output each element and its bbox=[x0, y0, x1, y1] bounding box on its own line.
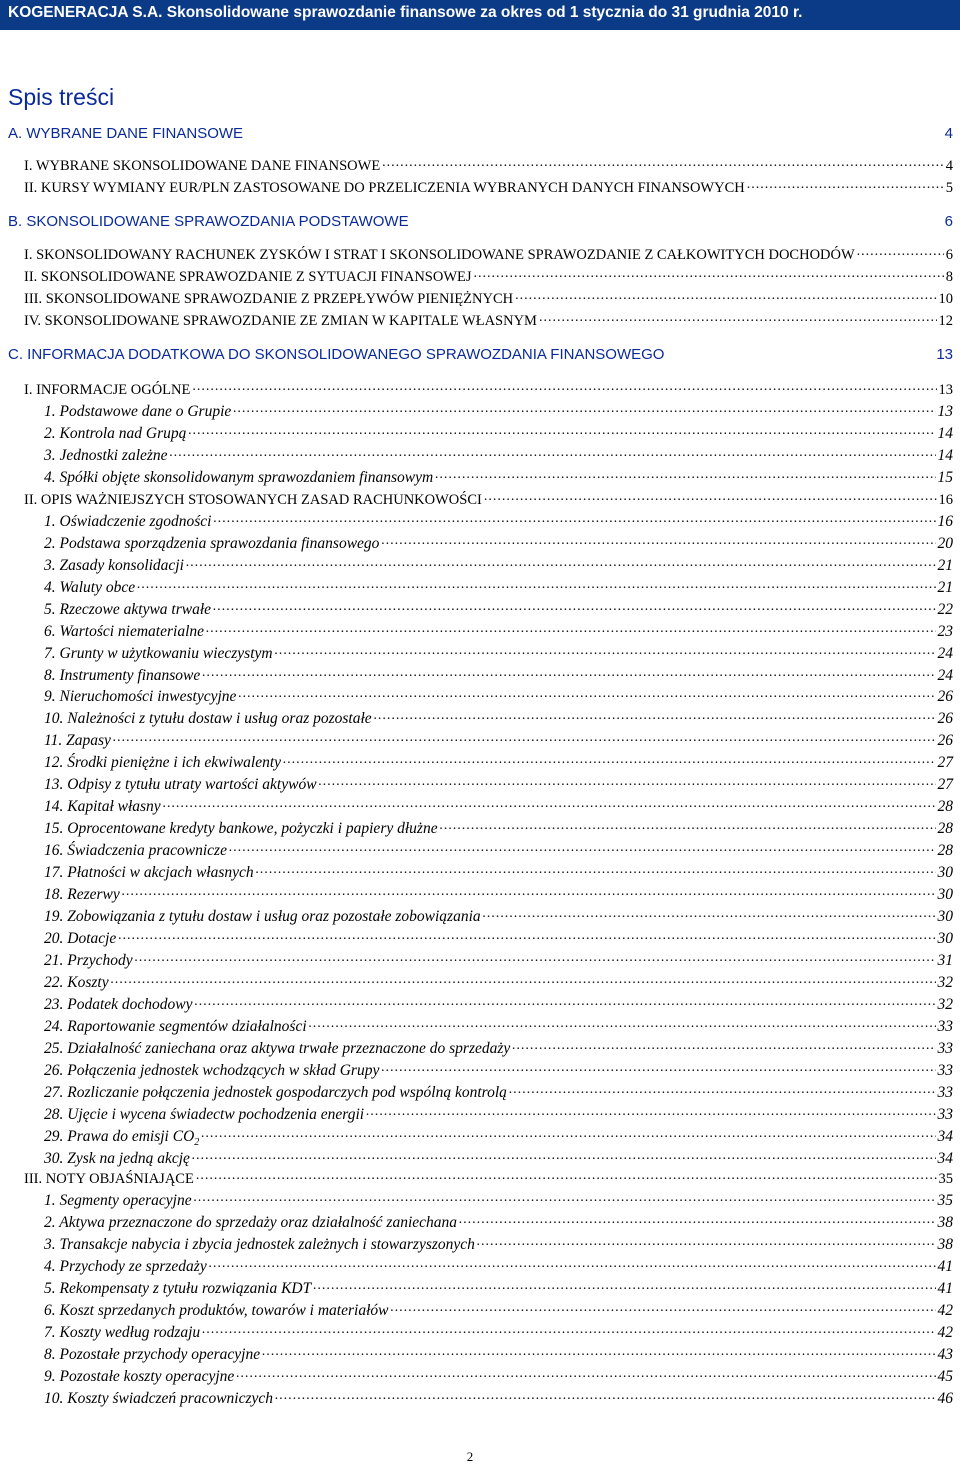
toc-entry-label: 5. Rekompensaty z tytułu rozwiązania KDT bbox=[44, 1280, 312, 1297]
toc-entry[interactable] bbox=[44, 1300, 953, 1322]
toc-entry-leader-dots bbox=[236, 1371, 935, 1377]
toc-entry-label: A. WYBRANE DANE FINANSOWE bbox=[8, 125, 244, 142]
toc-entry-label: 7. Koszty według rodzaju bbox=[44, 1324, 201, 1341]
toc-entry-leader-dots bbox=[192, 1153, 936, 1159]
toc-entry-label: 26. Połączenia jednostek wchodzących w skład Grupy bbox=[44, 1062, 380, 1079]
toc-entry-label: 6. Wartości niematerialne bbox=[44, 623, 205, 640]
toc-entry-page: 16 bbox=[937, 513, 953, 530]
toc-entry[interactable] bbox=[44, 928, 953, 950]
toc-entry-label: 17. Płatności w akcjach własnych bbox=[44, 864, 254, 881]
toc-entry-page: 24 bbox=[937, 667, 953, 684]
toc-entry-leader-dots bbox=[113, 735, 936, 741]
toc-entry[interactable] bbox=[44, 994, 953, 1016]
toc-entry[interactable] bbox=[44, 1278, 953, 1300]
toc-entry-leader-dots bbox=[477, 1239, 936, 1245]
toc-entry-page: 16 bbox=[938, 492, 953, 508]
toc-entry-leader-dots bbox=[484, 494, 937, 500]
toc-entry-label: 1. Podstawowe dane o Grupie bbox=[44, 403, 232, 420]
toc-entry[interactable] bbox=[44, 621, 953, 643]
toc-entry-page: 30 bbox=[937, 930, 953, 947]
toc-entry-page: 12 bbox=[938, 313, 953, 329]
toc-entry-label: 16. Świadczenia pracownicze bbox=[44, 842, 227, 859]
toc-entry-label: I. INFORMACJE OGÓLNE bbox=[24, 382, 191, 398]
toc-entry-leader-dots bbox=[747, 182, 944, 188]
toc-entry-label: B. SKONSOLIDOWANE SPRAWOZDANIA PODSTAWOWE bbox=[8, 213, 409, 230]
document-header-title: KOGENERACJA S.A. Skonsolidowane sprawozdanie finansowe za okres od 1 stycznia do 31 grudnia 2010 r. bbox=[8, 4, 803, 21]
toc-entry-label: III. NOTY OBJAŚNIAJĄCE bbox=[24, 1171, 194, 1187]
toc-entry[interactable] bbox=[44, 1322, 953, 1344]
toc-entry-leader-dots bbox=[201, 1131, 935, 1137]
toc-entry-leader-dots bbox=[319, 779, 936, 785]
toc-entry[interactable] bbox=[44, 1190, 953, 1212]
toc-entry[interactable] bbox=[44, 533, 953, 555]
toc-entry[interactable] bbox=[44, 1126, 953, 1148]
toc-entry-leader-dots bbox=[194, 1195, 936, 1201]
toc-entry[interactable] bbox=[24, 155, 953, 177]
toc-entry-label: 25. Działalność zaniechana oraz aktywa trwałe przeznaczone do sprzedaży bbox=[44, 1040, 511, 1057]
toc-entry-label: 22. Koszty bbox=[44, 974, 109, 991]
toc-entry[interactable] bbox=[44, 686, 953, 708]
toc-entry-leader-dots bbox=[135, 955, 936, 961]
toc-entry-leader-dots bbox=[857, 249, 944, 255]
toc-entry-leader-dots bbox=[483, 911, 936, 917]
page-number: 2 bbox=[466, 1449, 474, 1464]
document-header-bar bbox=[0, 0, 960, 30]
toc-entry-leader-dots bbox=[229, 845, 936, 851]
toc-entry-leader-dots bbox=[262, 1349, 935, 1355]
toc-entry-leader-dots bbox=[509, 1087, 936, 1093]
toc-entry-leader-dots bbox=[186, 560, 936, 566]
toc-entry[interactable] bbox=[44, 1212, 953, 1234]
toc-entry-leader-dots bbox=[256, 867, 936, 873]
toc-entry-label: 4. Spółki objęte skonsolidowanym sprawozdaniem finansowym bbox=[44, 469, 434, 486]
toc-entry-label: C. INFORMACJA DODATKOWA DO SKONSOLIDOWANEGO SPRAWOZDANIA FINANSOWEGO bbox=[8, 346, 665, 363]
toc-entry[interactable] bbox=[44, 752, 953, 774]
toc-entry[interactable] bbox=[44, 1148, 953, 1170]
toc-entry[interactable] bbox=[44, 1038, 953, 1060]
toc-entry[interactable] bbox=[44, 1256, 953, 1278]
toc-entry[interactable] bbox=[44, 599, 953, 621]
toc-entry[interactable] bbox=[44, 1234, 953, 1256]
toc-entry-page: 8 bbox=[945, 269, 953, 285]
toc-entry-page: 20 bbox=[937, 535, 953, 552]
toc-entry-page: 23 bbox=[937, 623, 953, 640]
toc-entry-page: 32 bbox=[937, 974, 953, 991]
toc-entry-leader-dots bbox=[435, 472, 935, 478]
toc-entry[interactable] bbox=[44, 1366, 953, 1388]
toc-entry-leader-dots bbox=[275, 648, 936, 654]
toc-entry[interactable] bbox=[44, 445, 953, 467]
toc-entry-page: 45 bbox=[937, 1368, 953, 1385]
toc-entry-label: 9. Nieruchomości inwestycyjne bbox=[44, 688, 237, 705]
toc-entry-page: 34 bbox=[937, 1128, 953, 1145]
toc-entry-label: 9. Pozostałe koszty operacyjne bbox=[44, 1368, 235, 1385]
toc-entry[interactable] bbox=[24, 489, 953, 511]
toc-entry-label: 23. Podatek dochodowy bbox=[44, 996, 193, 1013]
toc-entry-label: I. SKONSOLIDOWANY RACHUNEK ZYSKÓW I STRAT I SKONSOLIDOWANE SPRAWOZDANIE Z CAŁKOWITYCH DOCHODÓW bbox=[24, 247, 855, 263]
toc-entry-page: 5 bbox=[945, 180, 953, 196]
toc-entry-page: 27 bbox=[937, 754, 953, 771]
toc-entry-leader-dots bbox=[163, 801, 936, 807]
toc-entry[interactable] bbox=[44, 1082, 953, 1104]
toc-entry-page: 4 bbox=[945, 158, 953, 174]
toc-entry-label: 28. Ujęcie i wycena świadectw pochodzenia energii bbox=[44, 1106, 365, 1123]
toc-entry-page: 38 bbox=[937, 1214, 953, 1231]
toc-entry-page: 42 bbox=[937, 1324, 953, 1341]
toc-entry[interactable] bbox=[44, 906, 953, 928]
toc-entry-page: 30 bbox=[937, 886, 953, 903]
toc-entry-label: I. WYBRANE SKONSOLIDOWANE DANE FINANSOWE bbox=[24, 158, 381, 174]
toc-entry-leader-dots bbox=[666, 349, 934, 355]
toc-entry-page: 38 bbox=[937, 1236, 953, 1253]
toc-entry-page: 13 bbox=[936, 346, 953, 363]
toc-entry-page: 28 bbox=[937, 820, 953, 837]
toc-title: Spis treści bbox=[8, 84, 115, 110]
toc-entry[interactable] bbox=[44, 862, 953, 884]
toc-entry[interactable] bbox=[44, 818, 953, 840]
toc-entry-subscript: 2 bbox=[194, 1137, 200, 1149]
toc-entry[interactable] bbox=[8, 344, 953, 366]
toc-entry-label: 8. Pozostałe przychody operacyjne bbox=[44, 1346, 261, 1363]
toc-entry-leader-dots bbox=[512, 1043, 935, 1049]
toc-entry[interactable] bbox=[44, 840, 953, 862]
toc-entry-label: 6. Koszt sprzedanych produktów, towarów i materiałów bbox=[44, 1302, 389, 1319]
toc-entry-leader-dots bbox=[366, 1109, 935, 1115]
toc-entry-page: 22 bbox=[937, 601, 953, 618]
toc-entry-leader-dots bbox=[213, 516, 935, 522]
toc-entry-leader-dots bbox=[195, 999, 936, 1005]
toc-entry-page: 26 bbox=[937, 710, 953, 727]
toc-entry-page: 24 bbox=[937, 645, 953, 662]
toc-entry-page: 41 bbox=[937, 1258, 953, 1275]
toc-entry-leader-dots bbox=[313, 1283, 935, 1289]
toc-entry-page: 15 bbox=[937, 469, 953, 486]
toc-entry[interactable] bbox=[44, 708, 953, 730]
toc-entry-label: 4. Przychody ze sprzedaży bbox=[44, 1258, 207, 1275]
toc-entry-page: 32 bbox=[937, 996, 953, 1013]
toc-entry[interactable] bbox=[44, 1344, 953, 1366]
toc-entry-label: 5. Rzeczowe aktywa trwałe bbox=[44, 601, 212, 618]
toc-entry-label: 19. Zobowiązania z tytułu dostaw i usług oraz pozostałe zobowiązania bbox=[44, 908, 481, 925]
toc-entry-leader-dots bbox=[382, 160, 944, 166]
toc-entry-leader-dots bbox=[539, 315, 937, 321]
toc-entry-label: 24. Raportowanie segmentów działalności bbox=[44, 1018, 307, 1035]
toc-entry-page: 35 bbox=[938, 1171, 953, 1187]
toc-entry-leader-dots bbox=[111, 977, 936, 983]
toc-entry[interactable] bbox=[24, 266, 953, 288]
toc-entry-page: 26 bbox=[937, 688, 953, 705]
toc-entry-leader-dots bbox=[515, 293, 936, 299]
toc-entry-page: 27 bbox=[937, 776, 953, 793]
toc-entry-page: 6 bbox=[945, 247, 953, 263]
toc-entry-page: 26 bbox=[937, 732, 953, 749]
toc-entry-leader-dots bbox=[275, 1393, 935, 1399]
toc-entry-page: 43 bbox=[937, 1346, 953, 1363]
toc-entry-page: 30 bbox=[937, 908, 953, 925]
toc-entry-page: 46 bbox=[937, 1390, 953, 1407]
toc-entry-page: 13 bbox=[938, 382, 953, 398]
toc-entry-leader-dots bbox=[170, 450, 936, 456]
toc-entry-page: 34 bbox=[937, 1150, 953, 1167]
toc-entry-label: II. OPIS WAŻNIEJSZYCH STOSOWANYCH ZASAD RACHUNKOWOŚCI bbox=[24, 492, 482, 508]
toc-entry-page: 33 bbox=[937, 1018, 953, 1035]
toc-entry-leader-dots bbox=[283, 757, 935, 763]
toc-entry-page: 4 bbox=[944, 125, 953, 142]
toc-entry-label: IV. SKONSOLIDOWANE SPRAWOZDANIE ZE ZMIAN W KAPITALE WŁASNYM bbox=[24, 313, 537, 329]
toc-entry[interactable] bbox=[24, 177, 953, 199]
toc-entry-label: 20. Dotacje bbox=[44, 930, 117, 947]
toc-entry-label: 13. Odpisy z tytułu utraty wartości aktywów bbox=[44, 776, 317, 793]
toc-entry-leader-dots bbox=[209, 1261, 936, 1267]
toc-entry-leader-dots bbox=[118, 933, 935, 939]
toc-entry[interactable] bbox=[44, 511, 953, 533]
toc-entry-leader-dots bbox=[202, 1327, 935, 1333]
toc-entry-leader-dots bbox=[188, 428, 935, 434]
toc-entry-label: 3. Jednostki zależne bbox=[44, 447, 168, 464]
toc-entry-leader-dots bbox=[440, 823, 936, 829]
toc-entry[interactable] bbox=[44, 796, 953, 818]
toc-entry-label: 8. Instrumenty finansowe bbox=[44, 667, 201, 684]
toc-entry-page: 14 bbox=[937, 425, 953, 442]
toc-entry-page: 33 bbox=[937, 1106, 953, 1123]
toc-entry-label: II. KURSY WYMIANY EUR/PLN ZASTOSOWANE DO PRZELICZENIA WYBRANYCH DANYCH FINANSOWYCH bbox=[24, 180, 745, 196]
toc-entry[interactable] bbox=[44, 423, 953, 445]
toc-entry-page: 6 bbox=[944, 213, 953, 230]
toc-entry-page: 35 bbox=[937, 1192, 953, 1209]
toc-entry[interactable] bbox=[8, 211, 953, 233]
toc-entry[interactable] bbox=[24, 1168, 953, 1190]
toc-entry-label: 30. Zysk na jedną akcję bbox=[44, 1150, 190, 1167]
toc-entry[interactable] bbox=[44, 467, 953, 489]
toc-entry-page: 41 bbox=[937, 1280, 953, 1297]
toc-entry-page: 14 bbox=[937, 447, 953, 464]
toc-entry-page: 33 bbox=[937, 1062, 953, 1079]
toc-entry[interactable] bbox=[44, 1388, 953, 1410]
toc-entry-leader-dots bbox=[381, 538, 935, 544]
toc-entry-leader-dots bbox=[202, 670, 935, 676]
toc-entry-leader-dots bbox=[309, 1021, 936, 1027]
toc-entry-page: 21 bbox=[937, 579, 953, 596]
toc-entry-label: 15. Oprocentowane kredyty bankowe, pożyczki i papiery dłużne bbox=[44, 820, 438, 837]
toc-entry[interactable] bbox=[44, 884, 953, 906]
toc-entry-label: 2. Kontrola nad Grupą bbox=[44, 425, 187, 442]
toc-entry[interactable] bbox=[44, 950, 953, 972]
toc-entry-label: 27. Rozliczanie połączenia jednostek gospodarczych pod wspólną kontrolą bbox=[44, 1084, 507, 1101]
toc-entry-leader-dots bbox=[390, 1305, 935, 1311]
toc-entry-leader-dots bbox=[137, 582, 935, 588]
toc-entry-page: 21 bbox=[937, 557, 953, 574]
toc-entry-page: 42 bbox=[937, 1302, 953, 1319]
toc-entry-page: 33 bbox=[937, 1040, 953, 1057]
toc-entry[interactable] bbox=[24, 244, 953, 266]
toc-entry[interactable] bbox=[44, 730, 953, 752]
toc-entry-label: 3. Zasady konsolidacji bbox=[44, 557, 184, 574]
toc-entry-leader-dots bbox=[374, 713, 936, 719]
toc-entry-label: III. SKONSOLIDOWANE SPRAWOZDANIE Z PRZEPŁYWÓW PIENIĘŻNYCH bbox=[24, 291, 514, 307]
toc-entry-label: 12. Środki pieniężne i ich ekwiwalenty bbox=[44, 754, 282, 771]
toc-entry[interactable] bbox=[44, 665, 953, 687]
toc-entry[interactable] bbox=[24, 288, 953, 310]
toc-entry-label: 21. Przychody bbox=[44, 952, 133, 969]
toc-entry[interactable] bbox=[44, 1060, 953, 1082]
toc-entry[interactable] bbox=[8, 123, 953, 145]
toc-entry-label: II. SKONSOLIDOWANE SPRAWOZDANIE Z SYTUACJI FINANSOWEJ bbox=[24, 269, 472, 285]
toc-entry-leader-dots bbox=[238, 691, 935, 697]
toc-entry-page: 33 bbox=[937, 1084, 953, 1101]
toc-entry[interactable] bbox=[24, 379, 953, 401]
toc-entry-page: 28 bbox=[937, 842, 953, 859]
toc-entry[interactable] bbox=[44, 555, 953, 577]
toc-entry-label: 7. Grunty w użytkowaniu wieczystym bbox=[44, 645, 273, 662]
toc-entry-label: 11. Zapasy bbox=[44, 732, 111, 749]
toc-entry-leader-dots bbox=[122, 889, 936, 895]
toc-entry-leader-dots bbox=[411, 216, 943, 222]
toc-entry-label: 14. Kapitał własny bbox=[44, 798, 161, 815]
toc-entry-page: 10 bbox=[938, 291, 953, 307]
toc-entry-page: 28 bbox=[937, 798, 953, 815]
toc-entry-label: 3. Transakcje nabycia i zbycia jednostek zależnych i stowarzyszonych bbox=[44, 1236, 475, 1253]
toc-entry-leader-dots bbox=[213, 604, 935, 610]
toc-entry-leader-dots bbox=[459, 1217, 935, 1223]
toc-entry-leader-dots bbox=[192, 384, 936, 390]
toc-entry-label: 1. Segmenty operacyjne bbox=[44, 1192, 192, 1209]
toc-entry-page: 13 bbox=[937, 403, 953, 420]
toc-entry-leader-dots bbox=[245, 128, 943, 134]
toc-entry-leader-dots bbox=[381, 1065, 935, 1071]
toc-entry-label: 10. Koszty świadczeń pracowniczych bbox=[44, 1390, 274, 1407]
toc-entry-leader-dots bbox=[196, 1173, 937, 1179]
toc-entry[interactable] bbox=[44, 1016, 953, 1038]
toc-entry-leader-dots bbox=[474, 271, 944, 277]
toc-entry[interactable] bbox=[44, 577, 953, 599]
toc-entry[interactable] bbox=[44, 972, 953, 994]
toc-entry-label: 10. Należności z tytułu dostaw i usług oraz pozostałe bbox=[44, 710, 372, 727]
toc-entry-label: 2. Aktywa przeznaczone do sprzedaży oraz działalność zaniechana bbox=[44, 1214, 458, 1231]
toc-entry-label: 1. Oświadczenie zgodności bbox=[44, 513, 212, 530]
toc-entry-leader-dots bbox=[206, 626, 935, 632]
toc-entry-label: 29. Prawa do emisji $CO_2$ bbox=[44, 1128, 200, 1149]
toc-entry[interactable] bbox=[44, 643, 953, 665]
toc-entry-label: 2. Podstawa sporządzenia sprawozdania finansowego bbox=[44, 535, 380, 552]
toc-entry-page: 31 bbox=[937, 952, 953, 969]
toc-entry[interactable] bbox=[44, 1104, 953, 1126]
toc-entry-label: 18. Rezerwy bbox=[44, 886, 120, 903]
toc-entry-page: 30 bbox=[937, 864, 953, 881]
toc-entry[interactable] bbox=[24, 310, 953, 332]
toc-entry-leader-dots bbox=[233, 406, 935, 412]
toc-entry[interactable] bbox=[44, 401, 953, 423]
toc-entry[interactable] bbox=[44, 774, 953, 796]
toc-entry-label: 4. Waluty obce bbox=[44, 579, 136, 596]
